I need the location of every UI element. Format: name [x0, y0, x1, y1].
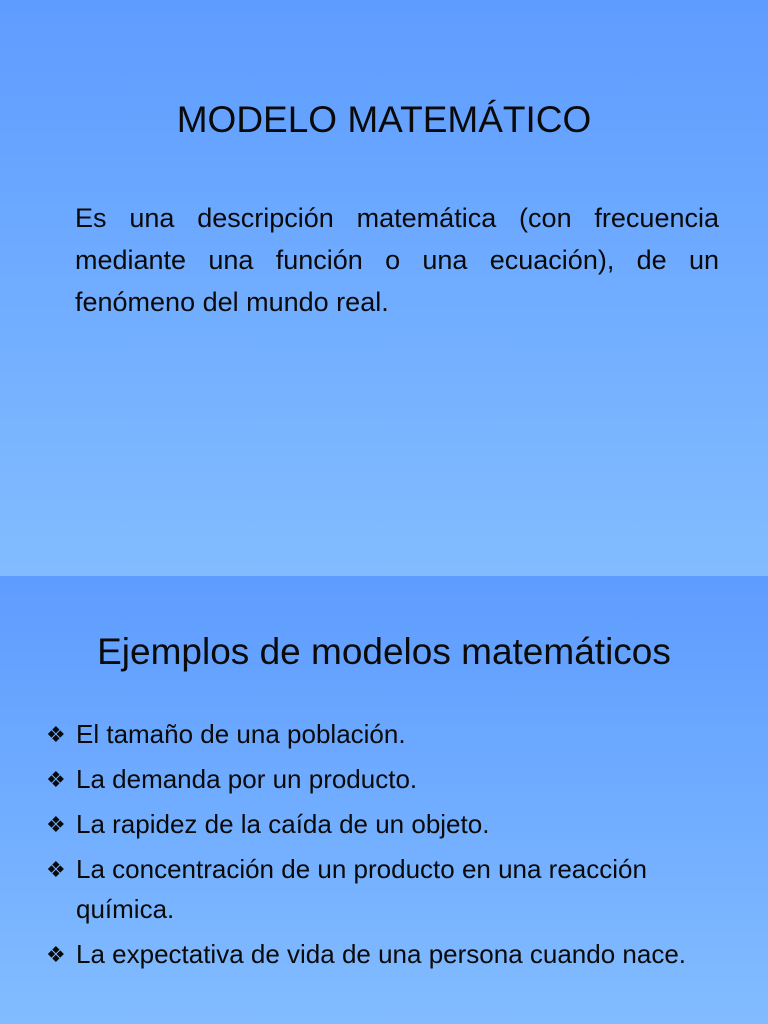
diamond-bullet-icon: ❖ [46, 722, 66, 747]
diamond-bullet-icon: ❖ [46, 857, 66, 882]
list-item [46, 934, 746, 974]
diamond-bullet-icon: ❖ [46, 812, 66, 837]
list-item-text: La concentración de un producto en una reacción química. [76, 854, 647, 924]
list-item [46, 759, 746, 799]
slide-1-paragraph: Es una descripción matemática (con frecuencia mediante una función o una ecuación), de un fenómeno del mundo real. [75, 203, 719, 317]
list-item [46, 804, 746, 844]
list-item-text: La rapidez de la caída de un objeto. [76, 809, 490, 839]
list-item [46, 714, 746, 754]
examples-list [46, 714, 746, 979]
list-item-text: La demanda por un producto. [76, 764, 418, 794]
diamond-bullet-icon: ❖ [46, 767, 66, 792]
slide-2-title: Ejemplos de modelos matemáticos [97, 631, 671, 672]
slide-1-title: MODELO MATEMÁTICO [176, 99, 592, 140]
list-item [46, 849, 746, 929]
slide-2 [0, 576, 768, 1024]
list-item-text: El tamaño de una población. [76, 719, 406, 749]
list-item-text: La expectativa de vida de una persona cuando nace. [76, 939, 687, 969]
diamond-bullet-icon: ❖ [46, 942, 66, 967]
